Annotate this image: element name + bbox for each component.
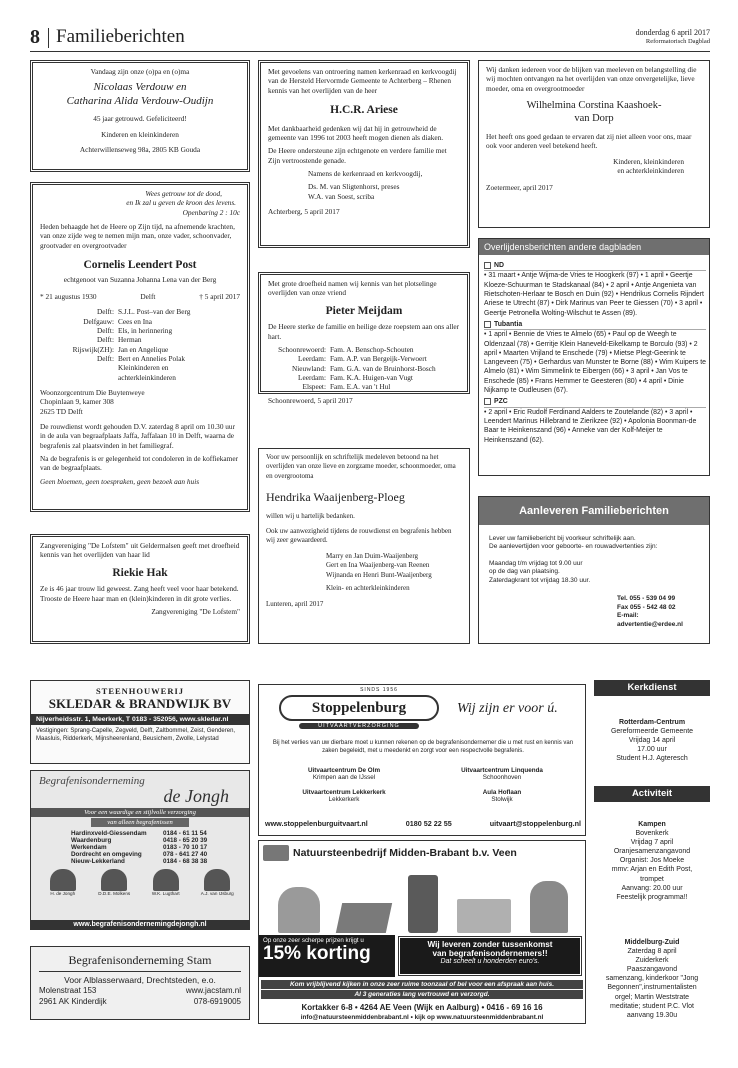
place-date: Lunteren, april 2017	[266, 599, 324, 608]
event-line: Feestelijk programma!!	[616, 893, 688, 901]
phone-place: Werkendam	[71, 844, 107, 851]
person-photo	[101, 869, 127, 891]
ad-stoppelenburg	[258, 684, 586, 836]
ad-text: De Heere sterke de familie en heilige deze roepstem aan ons aller hart.	[268, 322, 460, 341]
other-papers-title: Overlijdensberichten andere dagbladen	[479, 239, 709, 255]
family-place: Elspeet:	[302, 382, 326, 392]
family-names: Fam. A.P. van Bergeijk-Verwoert	[330, 354, 427, 364]
phone-place: Dordrecht en omgeving	[71, 851, 142, 858]
event-line: Organist: Jos Moeke	[619, 857, 685, 865]
phone-number: 0418 - 65 20 39	[163, 837, 208, 844]
stoppel-sub: UITVAARTVERZORGING	[299, 723, 419, 729]
event-line: Gereformeerde Gemeente	[610, 728, 694, 736]
skledar-branches: Vestigingen: Sprang-Capelle, Zegveld, Delft, Zaltbommel, Zeist, Genderen, Maasluis, Ridderkerk, Mijnsheerenland, Beusichem, Zwolle, Lelystad	[36, 728, 236, 742]
ad-verdouw	[30, 60, 250, 172]
veen-discount: 15% korting	[263, 943, 371, 964]
deliver-time-2: op de dag van plaatsing.	[489, 568, 560, 576]
family-names: Kleinkinderen en	[118, 363, 169, 373]
deliver-title: Aanleveren Familieberichten	[479, 497, 709, 525]
service-text: De rouwdienst wordt gehouden D.V. zaterdag 8 april om 10.30 uur in de aula van begraafplaats Jaffa, Jaffalaan 10 in Delft, waarna de begrafenis zal plaatsvinden in het familiegraf.	[40, 421, 236, 450]
person	[90, 869, 138, 896]
event-line: 17.00 uur	[637, 746, 667, 754]
address-line-3: 2625 TD Delft	[40, 406, 83, 416]
thanks-text: willen wij u hartelijk bedanken.	[266, 511, 355, 520]
activiteit-lines	[594, 829, 710, 902]
signature-2: en achterkleinkinderen	[617, 165, 684, 175]
veen-offer: Op onze zeer scherpe prijzen krijgt u	[263, 937, 364, 944]
place-date: Achterberg, 5 april 2017	[268, 207, 340, 216]
paper-label	[484, 320, 706, 330]
note-text: Geen bloemen, geen toespraken, geen bezoek aan huis	[40, 476, 200, 486]
event-line: Vrijdag 7 april	[630, 839, 674, 847]
stam-street: Molenstraat 153	[39, 986, 97, 995]
spouse-line: echtgenoot van Suzanna Johanna Lena van der Berg	[63, 274, 217, 284]
paper-entries: • 1 april • Bennie de Vries te Almelo (65) • Paul op de Weegh te Oldenzaal (78) • Gerritje Klein Haneveld-Eikelkamp te Borculo (93) • 2 april • Maarten Vrijland te Enschede (79) • Mietse Plegt-Geerink te Langeveen (75) • Gerhardus van Munster te Borne (88) • Wim Kuipers te Almelo (81) • Wim Simmelink te Eibergen (66) • 3 april • Jan Vos te Enschede (85) • Frans Hemmer te Geesteren (80) • 4 april • Dinie Nijkamp te Oudleusen (67).	[484, 331, 706, 395]
stam-row-1	[31, 985, 249, 996]
activiteit-lines-2	[594, 947, 710, 1020]
deliver-fax: Fax 055 - 542 48 02	[617, 603, 676, 611]
event-line: Student H.J. Agteresch	[616, 755, 688, 763]
event-line: Zaterdag 8 april	[627, 948, 677, 956]
stam-url[interactable]: www.jacstam.nl	[185, 986, 241, 995]
born-date: * 21 augustus 1930	[40, 292, 97, 302]
veen-offer-box	[259, 935, 395, 977]
stam-tel: 078-6919005	[193, 997, 241, 1006]
loc-place: Krimpen aan de IJssel	[312, 774, 376, 781]
family-place: Delft:	[96, 326, 114, 335]
kerkdienst-place: Rotterdam-Centrum	[618, 719, 686, 726]
family-row	[60, 373, 240, 382]
family-row	[60, 307, 240, 316]
veen-contact[interactable]: info@natuursteenmiddenbrabant.nl • kijk op www.natuursteenmiddenbrabant.nl	[300, 1014, 544, 1021]
event-line: aanvang 19.30u	[626, 1011, 678, 1019]
paper-entries: • 31 maart • Antje Wijma-de Vries te Hoogkerk (97) • 1 april • Geertje Kloeze-Schuurman te Stadskanaal (84) • 2 april • Antje Angenieta van Rietschoten-Herlaar te Bosch en Duin (92) • Hendrikus Cornelis Rijndert Ariese te Utrecht (87) • Dirk Marinus van Peer te Giessen (70) • 3 april • Geertje Petronella Wolting-Wilschut te Assen (89).	[484, 272, 704, 317]
stoppel-footer	[265, 819, 581, 828]
loc-place: Schoonhoven	[482, 774, 522, 781]
phone-number: 0184 - 61 11 54	[163, 830, 207, 837]
phone-row	[71, 851, 249, 858]
person-photo	[50, 869, 76, 891]
event-line: meditatie; student P.C. Vlot	[610, 1002, 694, 1010]
ad-intro: Vandaag zijn onze (o)pa en (o)ma	[90, 67, 190, 76]
loc-name: Aula Hoflaan	[482, 789, 522, 796]
dejongh-tagline-1: Voor een waardige en stijlvolle verzorging	[31, 808, 249, 817]
family-row	[60, 354, 240, 363]
family-place: Leerdam:	[298, 373, 326, 383]
family-row	[60, 326, 240, 335]
paper-checkbox	[484, 398, 491, 405]
family-place: Schoonrewoerd:	[278, 345, 326, 355]
deliver-email[interactable]: E-mail: advertentie@erdee.nl	[617, 612, 683, 628]
activiteit-place: Kampen	[638, 821, 666, 828]
dates-line	[40, 292, 240, 301]
verse-line-1: Wees getrouw tot de dood,	[145, 189, 222, 198]
family-row	[268, 382, 460, 391]
dejongh-tagline-2: van alleen begrafenissen	[91, 818, 189, 827]
kerkdienst-title: Kerkdienst	[594, 680, 710, 696]
stoppel-name: Stoppelenburg	[311, 700, 407, 716]
skledar-top: STEENHOUWERIJ	[95, 686, 185, 696]
loc-name: Uitvaartcentrum Linquenda	[461, 767, 543, 774]
stoppel-text: Bij het verlies van uw dierbare moet u kunnen rekenen op de begrafenisondernemer die u met rust en kennis van zaken begeleidt, met u meedenkt en zorgt voor een respectvolle begrafenis.	[272, 740, 574, 754]
paper-label	[484, 261, 706, 271]
veen-no-middle	[399, 937, 581, 975]
activiteit-place-2: Middelburg-Zuid	[624, 939, 680, 946]
veen-address: Kortakker 6-8 • 4264 AE Veen (Wijk en Aalburg) • 0416 - 69 16 16	[301, 1003, 543, 1012]
deliver-body	[489, 535, 703, 629]
family-list	[60, 307, 240, 382]
event-line: Zuiderkerk	[635, 957, 669, 965]
family-names: achterkleinkinderen	[118, 372, 176, 382]
family-place: Rijswijk(ZH):	[72, 344, 114, 354]
stam-sub: Voor Alblasserwaard, Drechtsteden, e.o.	[64, 975, 216, 985]
paper-entries: • 2 april • Eric Rudolf Ferdinand Aalders te Zoutelande (82) • 3 april • Leendert Marinus Hillebrand te Zierikzee (92) • Apolonia Boonman-de Baar te Heinkenszand (96) • Anneke van der Kolf-Meijer te Heinkenszand (62).	[484, 408, 697, 444]
gravestone-row	[269, 867, 577, 933]
family-row	[60, 317, 240, 326]
family-names: Cees en Ina	[118, 316, 153, 326]
family-place: Leerdam:	[298, 354, 326, 364]
place-date: Schoonrewoerd, 5 april 2017	[268, 395, 353, 405]
event-line: Bovenkerk	[635, 830, 669, 838]
ad-text: Het heeft ons goed gedaan te ervaren dat zij niet alleen voor ons, maar ook voor anderen veel betekend heeft.	[486, 131, 692, 151]
event-line: orgel; Martin Weststrate	[614, 993, 690, 1001]
signature: Zangvereniging "De Lofstem"	[151, 607, 240, 617]
stoppel-since: SINDS 1956	[360, 687, 398, 693]
skledar-title: SKLEDAR & BRANDWIJK BV	[48, 696, 232, 711]
ad-ariese	[258, 60, 470, 248]
family-row	[268, 364, 460, 373]
family-place: Nieuwland:	[291, 363, 326, 373]
section-title: Familieberichten	[56, 26, 185, 47]
deceased-name: Hendrika Waaijenberg-Ploeg	[266, 490, 405, 505]
activiteit-title: Activiteit	[594, 786, 710, 802]
person	[142, 869, 190, 896]
loc-place: Lekkerkerk	[328, 796, 360, 803]
family-names: Els, in herinnering	[118, 326, 173, 335]
address-line-1: Woonzorgcentrum Die Buytenweye	[40, 387, 145, 397]
kerkdienst-body	[594, 718, 710, 763]
stoppel-loc-2	[427, 767, 577, 781]
person-photo	[153, 869, 179, 891]
stam-title: Begrafenisonderneming Stam	[68, 953, 212, 967]
stam-divider	[39, 971, 241, 972]
ad-dejongh	[30, 770, 250, 930]
from-text: Kinderen en kleinkinderen	[101, 129, 179, 139]
deceased-name: Riekie Hak	[112, 566, 168, 579]
family-row	[60, 363, 240, 372]
condole-text: Na de begrafenis is er gelegenheid tot condoleren in de koffiekamer van de begraafplaats.	[40, 453, 239, 473]
veen-visit: Kom vrijblijvend kijken in onze zeer ruime toonzaal of bel voor een afspraak aan huis.	[261, 980, 583, 989]
signature-3: W.A. van Soest, scriba	[308, 191, 375, 201]
couple-name-1: Nicolaas Verdouw en	[93, 81, 187, 94]
person-name: D.D.E. Molkens	[98, 891, 131, 896]
couple-name-2: Catharina Alida Verdouw-Oudijn	[66, 95, 214, 108]
gravestone-image	[530, 881, 568, 933]
signature-1: Kinderen, kleinkinderen	[613, 156, 684, 166]
skledar-address: Nijverheidsstr. 1, Meerkerk, T 0183 - 352056, www.skledar.nl	[31, 714, 249, 725]
ad-intro: Heden behaagde het de Heere op Zijn tijd, na afnemende krachten, van onze zijde weg te nemen mijn man, onze vader, schoonvader, grootvader en overgrootvader	[40, 221, 235, 250]
family-row	[60, 335, 240, 344]
veen-no-middle-2: van begrafenisondernemers!!	[432, 949, 548, 958]
verse-line-2: en Ik zal u geven de kroon des levens.	[126, 198, 236, 208]
person-name: A.J. van IJsburg	[200, 891, 234, 896]
ad-intro: Zangvereniging "De Lofstem" uit Geldermalsen geeft met droefheid kennis van het overlijden van haar lid	[40, 541, 240, 560]
signature-4: Klein- en achterkleinkinderen	[326, 584, 410, 593]
ad-meijdam	[258, 272, 470, 405]
person-photo	[204, 869, 230, 891]
event-line: Paaszangavond	[626, 966, 678, 974]
issue-date: donderdag 6 april 2017	[635, 28, 710, 37]
page-number: 8	[30, 26, 40, 48]
gravestone-image	[278, 887, 320, 933]
ad-post	[30, 182, 250, 512]
family-names: Fam. A. Benschop-Schouten	[330, 345, 414, 355]
birth-place: Delft	[140, 292, 156, 302]
event-line: Vrijdag 14 april	[628, 737, 676, 745]
truck-icon	[263, 845, 289, 861]
dejongh-people	[31, 869, 249, 896]
deliver-time-1: Maandag t/m vrijdag tot 9.00 uur	[489, 559, 583, 567]
died-date: † 5 april 2017	[199, 292, 240, 302]
stoppel-url[interactable]: www.stoppelenburguitvaart.nl	[265, 819, 368, 828]
event-line: trompet	[640, 875, 664, 883]
family-place	[60, 373, 118, 382]
signature-3: Wijnanda en Henri Bunt-Waaijenberg	[326, 570, 432, 579]
loc-place: Stolwijk	[491, 796, 513, 803]
stoppel-loc-1	[269, 767, 419, 781]
deceased-name-1: Wilhelmina Corstina Kaashoek-	[526, 99, 662, 111]
dejongh-phones	[71, 830, 249, 865]
paper-checkbox	[484, 262, 491, 269]
ad-veen	[258, 840, 586, 1024]
place-date: Zoetermeer, april 2017	[486, 183, 553, 193]
activiteit-body-1	[594, 820, 710, 902]
stoppel-loc-4	[427, 789, 577, 803]
family-place: Delft:	[96, 335, 114, 345]
ad-waaijenberg	[258, 448, 470, 644]
paper-label-text: PZC	[494, 398, 508, 406]
family-row	[268, 354, 460, 363]
other-papers-list	[484, 259, 706, 447]
family-names: Bert en Annelies Polak	[118, 353, 186, 363]
veen-generations: Al 3 generaties lang vertrouwd en verzorgd.	[261, 990, 583, 999]
ad-stam	[30, 946, 250, 1020]
phone-place: Nieuw-Lekkerland	[71, 858, 125, 865]
family-list	[268, 345, 460, 392]
stoppel-loc-3	[269, 789, 419, 803]
address-text: Achterwillenseweg 98a, 2805 KB Gouda	[79, 145, 201, 155]
paper-label-text: ND	[494, 262, 504, 269]
paper-checkbox	[484, 321, 491, 328]
events-column	[594, 680, 710, 1024]
gravestone-image	[336, 903, 392, 933]
phone-number: 0183 - 70 10 17	[163, 844, 208, 851]
veen-no-middle-1: Wij leveren zonder tussenkomst	[427, 940, 553, 949]
family-names: Fam. E.A. van 't Hul	[330, 382, 391, 392]
activiteit-body-2	[594, 938, 710, 1020]
stoppel-logo	[279, 695, 439, 721]
phone-row	[71, 858, 249, 865]
signature-1: Marry en Jan Duim-Waaijenberg	[326, 551, 419, 560]
deceased-name-2: van Dorp	[574, 113, 614, 125]
deliver-text-2: De aanlevertijden voor geboorte- en rouwadvertenties zijn:	[489, 543, 658, 551]
veen-no-middle-3: Dat scheelt u honderden euro's.	[440, 958, 540, 965]
deceased-name: H.C.R. Ariese	[330, 103, 398, 116]
event-line: samenzang, kinderkoor "Jong	[605, 975, 699, 983]
phone-row	[71, 830, 249, 837]
phone-row	[71, 837, 249, 844]
ad-text: Ze is 46 jaar trouw lid geweest. Zang heeft veel voor haar betekend. Trooste de Heere haar man en (klein)kinderen in dit grote verlies.	[40, 584, 239, 603]
stam-row-2	[31, 996, 249, 1007]
family-names: Fam. G.A. van de Bruinhorst-Bosch	[330, 363, 436, 373]
family-row	[60, 345, 240, 354]
family-names: Fam. K.A. Huigen-van Vugt	[330, 373, 413, 383]
stoppel-slogan: Wij zijn er voor ú.	[457, 701, 558, 716]
ad-text-1: Met dankbaarheid gedenken wij dat hij in getrouwheid de gemeente van 1996 tot 2003 heeft mogen dienen als diaken.	[268, 123, 444, 143]
deliver-time-3: Zaterdagkrant tot vrijdag 18.30 uur.	[489, 576, 591, 584]
kerkdienst-lines	[594, 727, 710, 763]
phone-place: Waardenburg	[71, 837, 112, 844]
event-line: mmv: Arjan en Edith Post,	[611, 866, 693, 874]
event-line: Aanvang: 20.00 uur	[621, 884, 683, 892]
family-place: Delfgauw:	[83, 316, 114, 326]
person	[193, 869, 241, 896]
dejongh-title-1: Begrafenisonderneming	[39, 775, 145, 787]
ad-hak	[30, 534, 250, 644]
family-place: Delft:	[96, 353, 114, 363]
signature-2: Ds. M. van Sligtenhorst, preses	[308, 182, 400, 192]
address-line-2: Chopinlaan 9, kamer 308	[40, 397, 114, 407]
ad-text-2: De Heere ondersteune zijn echtgenote en verdere familie met Zijn vertroostende genade.	[268, 146, 447, 165]
phone-place: Hardinxveld-Giessendam	[71, 830, 147, 837]
verse-reference: Openbaring 2 : 10c	[182, 207, 240, 217]
ad-text: Ook uw aanwezigheid tijdens de rouwdienst en begrafenis hebben wij zeer gewaardeerd.	[266, 526, 452, 545]
loc-name: Uitvaartcentrum Lekkerkerk	[302, 789, 386, 796]
ad-intro: Voor uw persoonlijk en schriftelijk medeleven betoond na het overlijden van onze lieve en zorgzame moeder, schoonmoeder, oma en overgrootoma	[266, 453, 456, 480]
family-names: Herman	[118, 335, 142, 345]
veen-title: Natuursteenbedrijf Midden-Brabant b.v. Veen	[293, 847, 517, 859]
ad-intro: Wij danken iedereen voor de blijken van meeleven en belangstelling die wij mochten ontvangen na het overlijden van onze onvergetelijke, lieve moeder, oma en overgrootmoeder	[486, 65, 697, 93]
deliver-panel	[478, 496, 710, 644]
deceased-name: Cornelis Leendert Post	[83, 258, 197, 271]
stoppel-email[interactable]: uitvaart@stoppelenburg.nl	[489, 819, 581, 828]
deceased-name: Pieter Meijdam	[325, 304, 403, 317]
family-names: S.J.L. Post–van der Berg	[118, 307, 191, 317]
ad-skledar	[30, 680, 250, 764]
gravestone-image	[408, 875, 438, 933]
stam-city: 2961 AK Kinderdijk	[39, 997, 107, 1006]
stoppel-tel: 0180 52 22 55	[405, 819, 452, 828]
family-place	[60, 363, 118, 372]
ad-intro: Met grote droefheid namen wij kennis van het plotselinge overlijden van onze vriend	[268, 279, 437, 298]
gravestone-image	[457, 899, 511, 933]
ad-intro: Met gevoelens van ontroering namen kerkenraad en kerkvoogdij van de Hersteld Hervormde Gemeente te Achterberg – Rhenen kennis van het overlijden van de heer	[268, 67, 457, 95]
married-text: 45 jaar getrouwd. Gefeliciteerd!	[93, 114, 187, 124]
phone-number: 0184 - 68 38 38	[163, 858, 208, 865]
person-name: H. de Jongh	[50, 891, 76, 896]
paper-label	[484, 397, 706, 407]
other-papers-panel	[478, 238, 710, 476]
signature-2: Gert en Ina Waaijenberg-van Reenen	[326, 561, 430, 570]
dejongh-title-2: de Jongh	[163, 786, 229, 806]
ad-kaashoek	[478, 60, 710, 228]
phone-number: 078 - 641 27 40	[163, 851, 208, 858]
paper-name: Reformatorisch Dagblad	[645, 38, 710, 45]
paper-label-text: Tubantia	[494, 320, 523, 328]
family-row	[268, 373, 460, 382]
page-header	[30, 26, 710, 52]
event-line: Oranjesamenzangavond	[613, 848, 691, 856]
signature-1: Namens de kerkenraad en kerkvoogdij,	[308, 169, 423, 179]
loc-name: Uitvaartcentrum De Olm	[307, 767, 381, 774]
dejongh-url[interactable]: www.begrafenisondernemingdejongh.nl	[31, 920, 249, 929]
phone-row	[71, 844, 249, 851]
family-row	[268, 345, 460, 354]
deliver-tel: Tel. 055 - 539 04 99	[617, 595, 676, 603]
person	[39, 869, 87, 896]
family-names: Jan en Angelique	[118, 344, 169, 354]
person-name: W.K. Lugthart	[151, 891, 180, 896]
family-place: Delft:	[96, 307, 114, 317]
header-divider	[48, 28, 49, 48]
event-line: Begonnen",instrumentalisten	[607, 984, 697, 992]
deliver-text-1: Lever uw familiebericht bij voorkeur schriftelijk aan.	[489, 535, 636, 542]
